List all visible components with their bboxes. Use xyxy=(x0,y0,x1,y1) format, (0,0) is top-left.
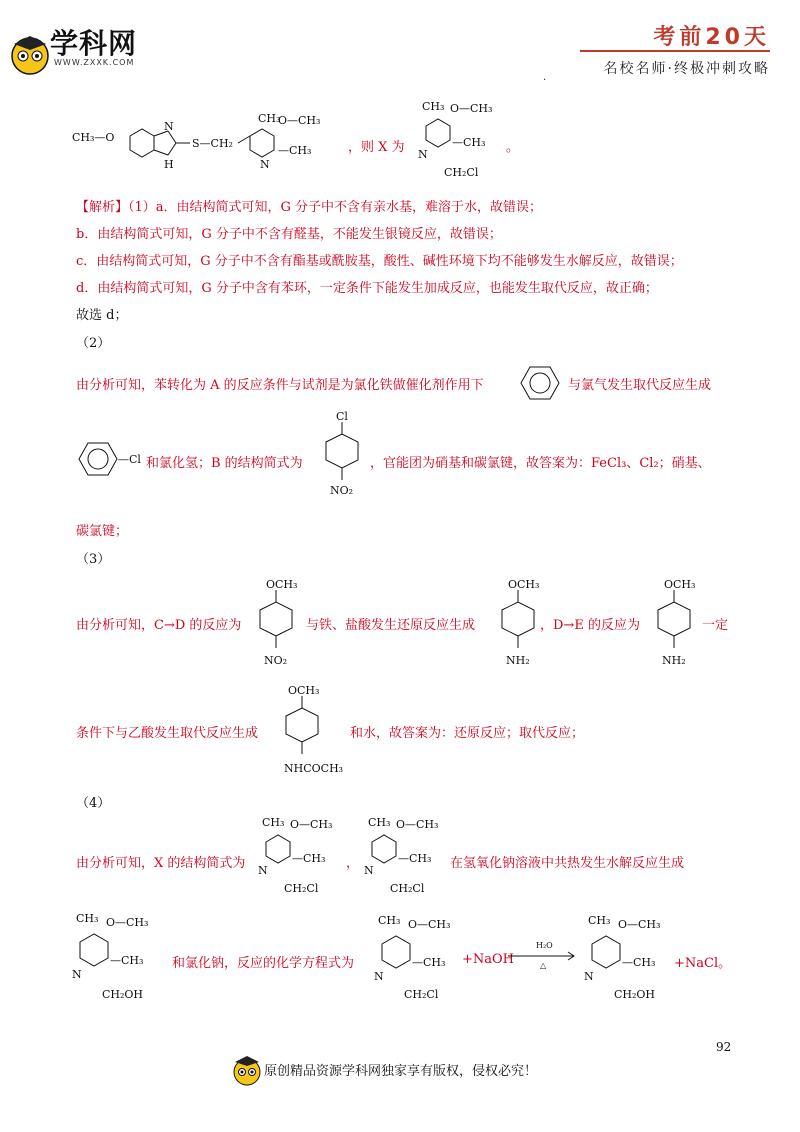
part2-line2a: 和氯化氢；B 的结构简式为 xyxy=(146,456,303,471)
p-chloronitrobenzene-structure xyxy=(318,408,368,504)
sulfide-label: S—CH₂ xyxy=(192,137,233,150)
benzene-structure xyxy=(516,360,566,406)
arrow-bottom-label: △ xyxy=(540,961,547,970)
och3-label: OCH₃ xyxy=(664,578,696,591)
part2-line3: 碳氯键； xyxy=(76,524,129,539)
ch2cl-label: CH₂Cl xyxy=(284,882,319,895)
hydroxymethyl-pyridine-structure-1 xyxy=(68,906,176,1006)
och3-label: O—CH₃ xyxy=(290,818,333,831)
no2-label: NO₂ xyxy=(264,654,288,667)
ch3-label: CH₃ xyxy=(368,816,391,829)
no2-label: NO₂ xyxy=(330,484,354,497)
ch2cl-label: CH₂Cl xyxy=(390,882,425,895)
pyridine-n-label: N xyxy=(364,864,374,877)
analysis-c: c．由结构简式可知，G 分子中不含有酯基或酰胺基，酸性、碱性环境下均不能够发生水解反应，故错误； xyxy=(76,254,683,269)
analysis-b: b．由结构简式可知，G 分子中不含有醛基，不能发生银镜反应，故错误； xyxy=(76,227,502,242)
x-structure-top xyxy=(416,96,512,186)
ch3-label: CH₃ xyxy=(588,914,611,927)
och3-label: O—CH₃ xyxy=(450,102,493,115)
header-subtitle: 名校名师·终极冲刺攻略 xyxy=(603,61,770,77)
header-title: 考前20天 xyxy=(653,25,770,50)
ch3-right-label: —CH₃ xyxy=(278,144,312,157)
ch3-label: CH₃ xyxy=(258,112,281,125)
och3-label: O—CH₃ xyxy=(396,818,439,831)
pyridine-n-label: N xyxy=(260,158,270,171)
header-rule xyxy=(580,50,770,52)
pyridine-n-label: N xyxy=(374,970,384,983)
nhcoch3-label: NHCOCH₃ xyxy=(284,762,344,775)
ch3-label: CH₃ xyxy=(76,912,99,925)
cl-label: —Cl xyxy=(118,453,141,466)
analysis-a: （1）a．由结构简式可知，G 分子中不含有亲水基，难溶于水，故错误； xyxy=(128,200,543,215)
page-number: 92 xyxy=(716,1040,732,1054)
ch2oh-label: CH₂OH xyxy=(102,988,144,1001)
ch2oh-label: CH₂OH xyxy=(614,988,656,1001)
plus-naoh: +NaOH xyxy=(462,952,515,967)
intro-end: 。 xyxy=(506,140,520,155)
analysis-d: d．由结构简式可知，G 分子中含有苯环，一定条件下能发生加成反应，也能发生取代反应，故正确； xyxy=(76,281,658,296)
pyridine-n-label: N xyxy=(72,968,82,981)
analysis-label: 【解析】 xyxy=(76,200,129,215)
analysis-p1 xyxy=(76,196,542,215)
hydroxymethyl-pyridine-structure-2 xyxy=(580,908,688,1004)
ch3-right-label: —CH₃ xyxy=(398,852,432,865)
pyridine-n-label: N xyxy=(584,970,594,983)
cl-label: Cl xyxy=(336,410,348,423)
logo-owl-icon xyxy=(8,32,52,76)
part3-line1d: 一定 xyxy=(702,618,729,633)
part3-number: （3） xyxy=(76,552,111,567)
ch3-right-label: —CH₃ xyxy=(622,956,656,969)
imidazole-h-label: H xyxy=(164,158,174,171)
p-nitroanisole-structure xyxy=(252,576,312,672)
intro-text: ，则 X 为 xyxy=(348,140,405,155)
logo-url: WWW.ZXXK.COM xyxy=(54,58,135,67)
x-structure-3 xyxy=(370,908,470,1004)
part2-number: （2） xyxy=(76,336,111,351)
footer-owl-icon xyxy=(232,1052,262,1088)
och3-label: OCH₃ xyxy=(266,578,298,591)
och3-label: O—CH₃ xyxy=(106,916,149,929)
och3-label: O—CH₃ xyxy=(278,114,321,127)
ch3-right-label: —CH₃ xyxy=(110,954,144,967)
ch2cl-label: CH₂Cl xyxy=(444,166,479,179)
pyridine-n-label: N xyxy=(418,148,428,161)
imidazole-n-label: N xyxy=(164,120,174,133)
part3-line1a: 由分析可知，C→D 的反应为 xyxy=(76,618,242,633)
arrow-top-label: H₂O xyxy=(536,941,553,950)
och3-label: OCH₃ xyxy=(288,684,320,697)
x-structure-2 xyxy=(362,812,458,902)
logo-text: 学科网 xyxy=(50,27,138,60)
och3-label: O—CH₃ xyxy=(408,918,451,931)
x-structure-1 xyxy=(256,812,352,902)
ch3-right-label: —CH₃ xyxy=(292,852,326,865)
part3-line1c: ，D→E 的反应为 xyxy=(540,618,640,633)
compound-g-structure xyxy=(72,98,362,180)
ch3-label: CH₃ xyxy=(378,914,401,927)
comma: ， xyxy=(346,856,360,871)
nh2-label: NH₂ xyxy=(506,654,530,667)
och3-label: O—CH₃ xyxy=(618,918,661,931)
ch3-label: CH₃ xyxy=(422,100,445,113)
part3-line1b: 与铁、盐酸发生还原反应生成 xyxy=(306,618,476,633)
part4-number: （4） xyxy=(76,796,111,811)
chlorobenzene-structure xyxy=(74,436,154,482)
pyridine-n-label: N xyxy=(258,864,268,877)
part3-line2b: 和水，故答案为：还原反应；取代反应； xyxy=(350,726,585,741)
part4-line1b: 在氢氧化钠溶液中共热发生水解反应生成 xyxy=(450,856,685,871)
och3-label: OCH₃ xyxy=(508,578,540,591)
p-anisidine-structure-2 xyxy=(650,576,710,672)
part2-line1b: 与氯气发生取代反应生成 xyxy=(568,378,712,393)
footer-copyright: 原创精品资源学科网独家享有版权，侵权必究！ xyxy=(264,1064,538,1079)
part3-line2a: 条件下与乙酸发生取代反应生成 xyxy=(76,726,259,741)
reaction-arrow xyxy=(506,938,580,972)
ch2cl-label: CH₂Cl xyxy=(404,988,439,1001)
nh2-label: NH₂ xyxy=(662,654,686,667)
part4-line1a: 由分析可知，X 的结构简式为 xyxy=(76,856,246,871)
ch3-right-label: —CH₃ xyxy=(452,136,486,149)
methoxy-label: CH₃—O xyxy=(72,131,115,144)
part2-line2b: ，官能团为硝基和碳氯键，故答案为：FeCl₃、Cl₂；硝基、 xyxy=(370,456,711,471)
part4-line2a: 和氯化钠，反应的化学方程式为 xyxy=(172,956,355,971)
ch3-right-label: —CH₃ xyxy=(412,956,446,969)
stray-dot: . xyxy=(543,72,547,83)
plus-nacl: +NaCl。 xyxy=(674,956,732,971)
part2-line1a: 由分析可知，苯转化为 A 的反应条件与试剂是为氯化铁做催化剂作用下 xyxy=(76,378,484,393)
analysis-choice: 故选 d； xyxy=(76,308,128,323)
ch3-label: CH₃ xyxy=(262,816,285,829)
